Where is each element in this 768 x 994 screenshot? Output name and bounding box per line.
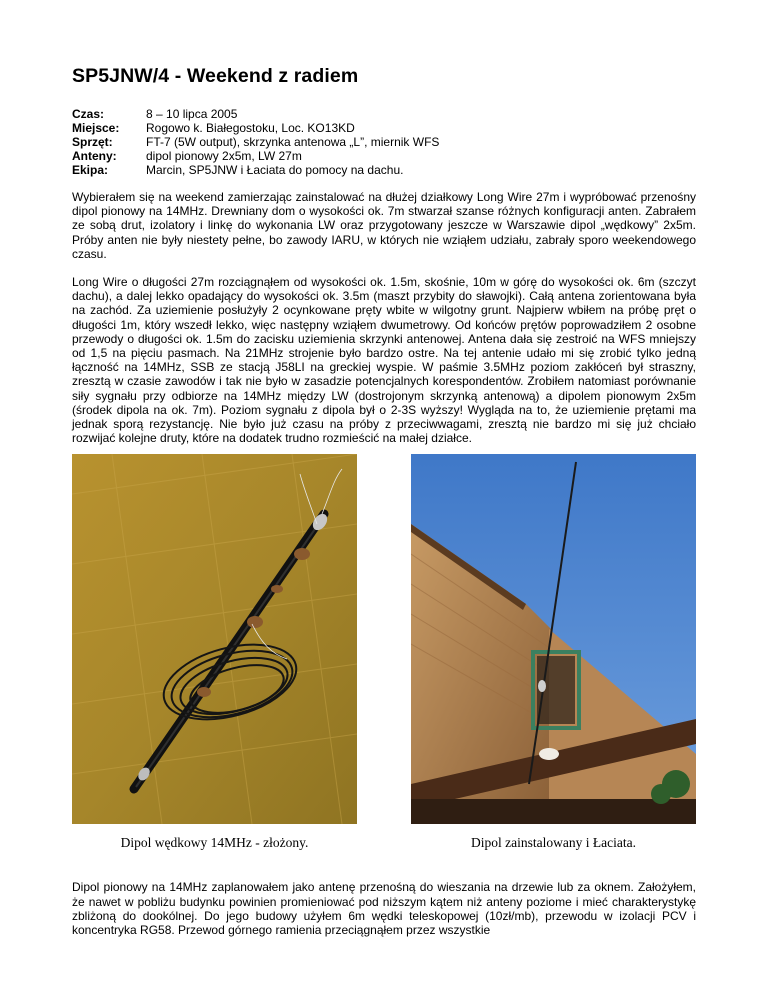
photo-figure-dipole-installed — [411, 454, 696, 851]
photo-dipole-installed — [411, 454, 696, 824]
meta-value-czas: 8 – 10 lipca 2005 — [146, 107, 238, 121]
photo-caption-dipole-installed: Dipol zainstalowany i Łaciata. — [471, 835, 636, 851]
photo-dipole-folded — [72, 454, 357, 824]
meta-table — [72, 107, 696, 177]
photo-row — [72, 454, 696, 851]
meta-key-ekipa: Ekipa: — [72, 163, 109, 177]
meta-value-anteny: dipol pionowy 2x5m, LW 27m — [146, 149, 302, 163]
photo-figure-dipole-folded — [72, 454, 357, 851]
paragraph-long-wire: Long Wire o długości 27m rozciągnąłem od wysokości ok. 1.5m, skośnie, 10m w górę do wysokości ok. 6m (szczyt dachu), a dalej lekko opadający do wysokości ok. 3.5m (maszt przybity do sławojki). Całą antena zorientowana była na zachód. Za uziemienie posłużyły 2 ocynkowane pręty wbite w wilgotny grunt. Najpierw wbiłem na próbę pręt o długości 1m, który wszedł lekko, więc następny wziąłem dwumetrowy. Od końców prętów poprowadziłem 2 osobne przewody o długości ok. 1.5m do zacisku uziemienia skrzynki antenowej. Antena dała się zestroić na WFS mniejszy od 1,5 na pięciu pasmach. Na 21MHz strojenie było bardzo ostre. Na tej antenie udało mi się zrobić tylko jedną łączność na 14MHz, SSB ze stacją J58LI na greckiej wyspie. W paśmie 3.5MHz poziom zakłóceń był straszny, zresztą w czasie zawodów i tak nie było w zasadzie potencjalnych korespondentów. Zrobiłem natomiast porównanie siły sygnału przy odbiorze na 14MHz między LW (dostrojonym skrzynką antenową) a dipolem pionowym 2x5m (środek dipola na ok. 7m). Poziom sygnału z dipola był o 2-3S wyższy! Wygląda na to, że uziemienie prętami ma jednak sporą rezystancję. Nie było już czasu na próby z przeciwwagami, zresztą nie bardzo mi się już chciało rozwijać kolejne druty, które na dodatek trudno rozmieścić na małej działce. — [72, 275, 696, 446]
meta-value-ekipa: Marcin, SP5JNW i Łaciata do pomocy na dachu. — [146, 163, 404, 177]
meta-key-czas: Czas: — [72, 107, 105, 121]
meta-key-anteny: Anteny: — [72, 149, 117, 163]
paragraph-intro: Wybierałem się na weekend zamierzając zainstalować na dłużej działkowy Long Wire 27m i wypróbować przenośny dipol pionowy na 14MHz. Drewniany dom o wysokości ok. 7m stwarzał szanse różnych konfiguracji anten. Zabrałem ze sobą drut, izolatory i linkę do wykonania LW oraz przygotowany jeszcze w Warszawie dipol „wędkowy” 2x5m. Próby anten nie były niestety pełne, bo zawody IARU, w których nie wziąłem udziału, zabrały sporo weekendowego czasu. — [72, 190, 696, 261]
meta-value-sprzet: FT-7 (5W output), skrzynka antenowa „L”, miernik WFS — [146, 135, 440, 149]
document-page — [72, 64, 696, 937]
meta-key-miejsce: Miejsce: — [72, 121, 120, 135]
page-title: SP5JNW/4 - Weekend z radiem — [72, 65, 359, 87]
meta-value-miejsce: Rogowo k. Białegostoku, Loc. KO13KD — [146, 121, 355, 135]
paragraph-vertical-dipole: Dipol pionowy na 14MHz zaplanowałem jako antenę przenośną do wieszania na drzewie lub za oknem. Założyłem, że nawet w pobliżu budynku powinien promieniować pod niższym kątem niż anteny poziome i mieć charakterystykę zbliżoną do dookólnej. Do jego budowy użyłem 6m wędki teleskopowej (10zł/mb), przewodu w izolacji PCV i koncentryka RG58. Przewod górnego ramienia przeciągnąłem przez wszystkie — [72, 880, 696, 938]
meta-key-sprzet: Sprzęt: — [72, 135, 113, 149]
photo-caption-dipole-folded: Dipol wędkowy 14MHz - złożony. — [120, 835, 309, 851]
